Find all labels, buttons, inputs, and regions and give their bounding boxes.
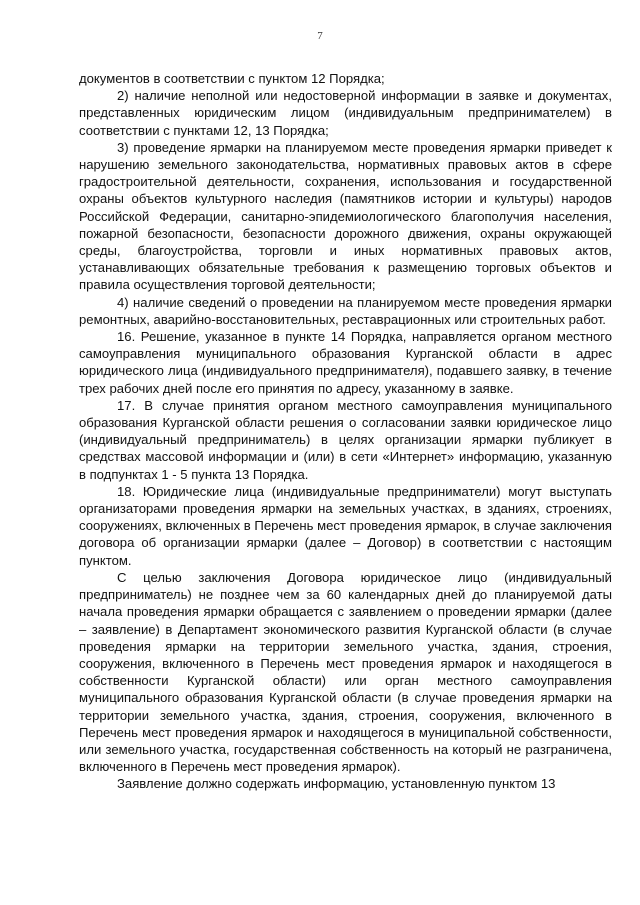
paragraph-contract-purpose: С целью заключения Договора юридическое лицо (индивидуальный предприниматель) не позднее чем за 60 календарных дней до планируемой даты начала проведения ярмарки обращается с заявлением о проведении ярмарки (далее – заявление) в Департамент экономического развития Курганской области (в случае проведения ярмарки на территории земельного участка, здания, строения, сооружения, включенного в Перечень мест проведения ярмарок и находящегося в собственности Курганской области) или орган местного самоуправления муниципального образования Курганской области (в случае проведения ярмарки на территории земельного участка, здания, строения, сооружения, включенного в Перечень мест проведения ярмарок и находящегося в муниципальной собственности, или земельного участка, государственная собственность на который не разграничена, включенного в Перечень мест проведения ярмарок).	[79, 569, 612, 775]
document-body	[79, 70, 612, 793]
paragraph-item-2: 2) наличие неполной или недостоверной информации в заявке и документах, представленных юридическим лицом (индивидуальным предпринимателем) в соответствии с пунктами 12, 13 Порядка;	[79, 88, 612, 138]
paragraph-item-4: 4) наличие сведений о проведении на планируемом месте проведения ярмарки ремонтных, аварийно-восстановительных, реставрационных или строительных работ.	[79, 294, 612, 327]
paragraph-application-content: Заявление должно содержать информацию, установленную пунктом 13	[117, 776, 556, 792]
paragraph-continuation: документов в соответствии с пунктом 12 Порядка;	[79, 71, 385, 86]
page-number: 7	[317, 30, 323, 42]
paragraph-item-3: 3) проведение ярмарки на планируемом месте проведения ярмарки приведет к нарушению земельного законодательства, нормативных правовых актов в сфере градостроительной деятельности, сохранения, использования и государственной охраны объектов культурного наследия (памятников истории и культуры) народов Российской Федерации, санитарно-эпидемиологического благополучия населения, пожарной безопасности, безопасности дорожного движения, охраны окружающей среды, благоустройства, торговли и иных нормативных правовых актов, устанавливающих обязательные требования к размещению торговых объектов и правила осуществления торговой деятельности;	[79, 139, 612, 293]
paragraph-clause-16: 16. Решение, указанное в пункте 14 Порядка, направляется органом местного самоуправления муниципального образования Курганской области в адрес юридического лица (индивидуального предпринимателя), подавшего заявку, в течение трех рабочих дней после его принятия по адресу, указанному в заявке.	[79, 329, 612, 396]
paragraph-clause-17: 17. В случае принятия органом местного самоуправления муниципального образования Курганской области решения о согласовании заявки юридическое лицо (индивидуальный предприниматель) в целях организации ярмарки публикует в средствах массовой информации и (или) в сети «Интернет» информацию, указанную в подпунктах 1 - 5 пункта 13 Порядка.	[79, 397, 612, 482]
paragraph-clause-18: 18. Юридические лица (индивидуальные предприниматели) могут выступать организаторами проведения ярмарки на земельных участках, в зданиях, строениях, сооружениях, включенных в Перечень мест проведения ярмарок, в случае заключения договора об организации ярмарки (далее – Договор) в соответствии с настоящим пунктом.	[79, 483, 612, 568]
